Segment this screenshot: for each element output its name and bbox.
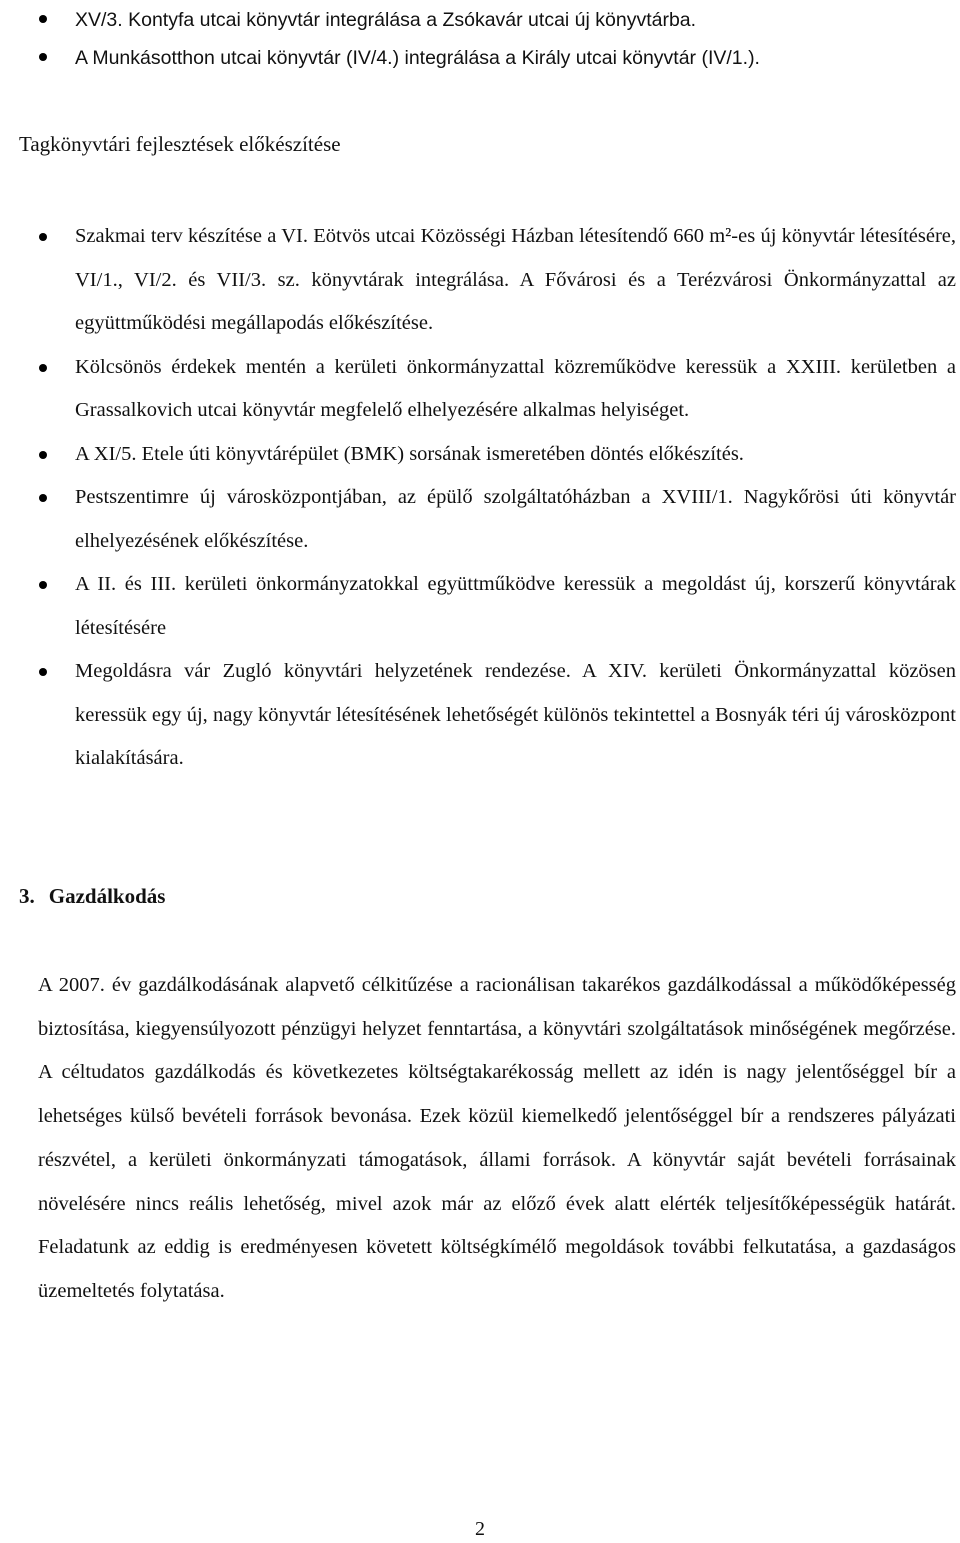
page-number: 2 — [475, 1518, 485, 1540]
list-item: A Munkásotthon utcai könyvtár (IV/4.) integrálása a Király utcai könyvtár (IV/1.). — [0, 38, 960, 76]
list-item: XV/3. Kontyfa utcai könyvtár integrálása a Zsókavár utcai új könyvtárba. — [0, 0, 960, 38]
body-paragraph: A 2007. év gazdálkodásának alapvető célkitűzése a racionálisan takarékos gazdálkodással a működőképesség biztosítása, kiegyensúlyozott pénzügyi helyzet fenntartása, a könyvtári szolgáltatások minőségének megőrzése. A céltudatos gazdálkodás és következetes költségtakarékosság mellett az idén is nagy jelentőséggel bír a lehetséges külső bevételi források bevonása. Ezek közül kiemelkedő jelentőséggel bír a rendszeres pályázati részvétel, a kerületi önkormányzati támogatások, állami források. A könyvtár saját bevételi forrásainak növelésére nincs reális lehetőség, mivel azok már az előző évek alatt elérték teljesítőképességük határát. Feladatunk az eddig is eredményesen követett költségkímélő megoldások további felkutatása, a gazdaságos üzemeltetés folytatása. — [38, 974, 956, 1302]
intro-bullet-list — [0, 0, 960, 76]
section-number: 3. — [19, 884, 35, 908]
list-item: Kölcsönös érdekek mentén a kerületi önkormányzattal közreműködve keressük a XXIII. kerületben a Grassalkovich utcai könyvtár megfelelő elhelyezésére alkalmas helyiséget. — [0, 346, 960, 433]
list-item: A II. és III. kerületi önkormányzatokkal együttműködve keressük a megoldást új, korszerű könyvtárak létesítésére — [0, 563, 960, 650]
list-item: Pestszentimre új városközpontjában, az épülő szolgáltatóházban a XVIII/1. Nagykőrösi úti könyvtár elhelyezésének előkészítése. — [0, 476, 960, 563]
list-item: A XI/5. Etele úti könyvtárépület (BMK) sorsának ismeretében döntés előkészítés. — [0, 433, 960, 477]
list-item: Szakmai terv készítése a VI. Eötvös utcai Közösségi Házban létesítendő 660 m²-es új könyvtár létesítésére, VI/1., VI/2. és VII/3. sz. könyvtárak integrálása. A Fővárosi és a Terézvárosi Önkormányzattal az együttműködési megállapodás előkészítése. — [0, 215, 960, 346]
list-item: Megoldásra vár Zugló könyvtári helyzetének rendezése. A XIV. kerületi Önkormányzattal közösen keressük egy új, nagy könyvtár létesítésének lehetőségét különös tekintettel a Bosnyák téri új városközpont kialakítására. — [0, 650, 960, 781]
section-heading — [19, 884, 179, 909]
development-bullet-list — [0, 215, 960, 781]
section-title: Gazdálkodás — [48, 884, 166, 908]
subheading-development: Tagkönyvtári fejlesztések előkészítése — [19, 132, 341, 156]
